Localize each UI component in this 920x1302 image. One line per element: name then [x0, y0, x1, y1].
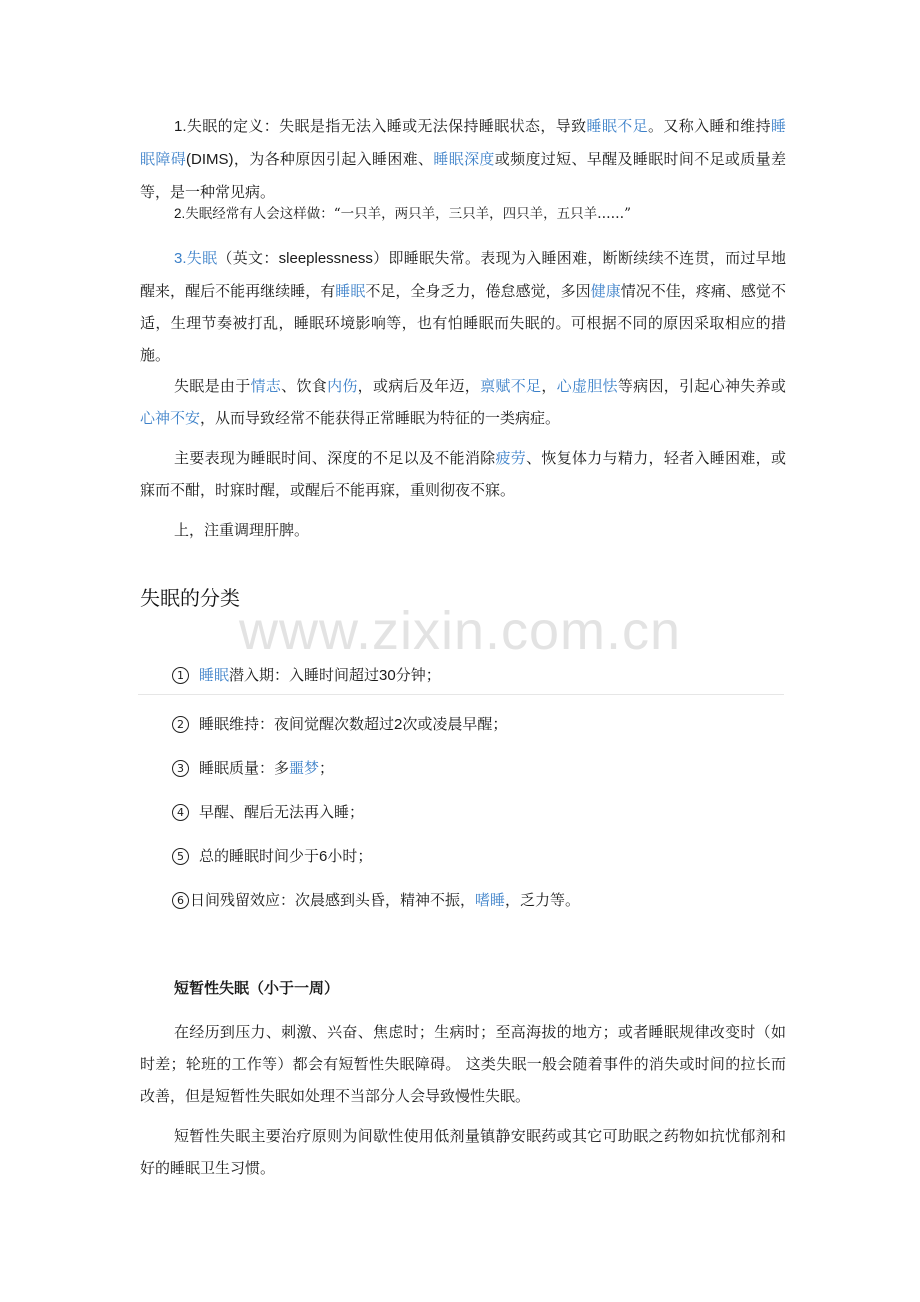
- link-emotions[interactable]: 情志: [250, 377, 282, 395]
- text-run: ）即睡眠失常。表现为入睡困难，断断续续不连贯，而过早地醒来，醒后不能再继续睡，有: [140, 249, 786, 300]
- paragraph-treatment: 短暂性失眠主要治疗原则为间歇性使用低剂量镇静安眠药或其它可助眠之药物如抗忧郁剂和好的睡眠卫生习惯。: [140, 1127, 786, 1177]
- text-run: 失眠是由于: [174, 377, 251, 395]
- circled-number: 1: [172, 667, 189, 684]
- link-heart-deficiency-timidity[interactable]: 心虚胆怯: [556, 377, 618, 395]
- text-run: 睡眠质量：多: [199, 759, 290, 777]
- text-run: ，乏力等。: [505, 891, 581, 909]
- text-run: 潜入期：入睡时间超过: [229, 666, 380, 684]
- list-item: [172, 756, 782, 780]
- paragraph-sleeplessness: [140, 242, 786, 371]
- link-health[interactable]: 健康: [590, 282, 621, 300]
- text-run: 分钟；: [395, 666, 441, 684]
- list-item: [172, 663, 782, 688]
- section-heading: 失眠的分类: [140, 586, 240, 610]
- link-sleep-deficiency[interactable]: 睡眠不足: [586, 117, 648, 135]
- paragraph-tcm-causes: [140, 370, 786, 434]
- text-run: ，: [541, 377, 557, 395]
- link-sleep-depth[interactable]: 睡眠深度: [433, 150, 495, 168]
- list-item: [172, 844, 782, 869]
- watermark: www.zixin.com.cn: [238, 601, 682, 661]
- text-run: 1.: [174, 118, 187, 135]
- text-run: 不足，全身乏力，倦怠感觉，多因: [365, 282, 591, 300]
- paragraph-fragment: 上，注重调理肝脾。: [174, 521, 310, 539]
- text-run: 2.: [174, 206, 186, 221]
- text-run: 情况不佳，疼痛、感觉不适，生理节奏被打乱，睡眠环境影响等，也有怕睡眠而失眠的。可根据不同的原因采取相应的措施。: [140, 282, 786, 364]
- paragraph-transient-insomnia: 在经历到压力、刺激、兴奋、焦虑时；生病时；至高海拔的地方；或者睡眠规律改变时（如时差；轮班的工作等）都会有短暂性失眠障碍。 这类失眠一般会随着事件的消失或时间的拉长而改善，但是短暂性失眠如处理不当部分人会导致慢性失眠。: [140, 1023, 786, 1105]
- link-constitution-deficiency[interactable]: 禀赋不足: [480, 377, 542, 395]
- text-run: 或频度过短、早醒及睡眠时间不足或质量差等，是一种常见病。: [140, 150, 786, 201]
- text-run: 失眠经常有人会这样做：“一只羊，两只羊，三只羊，四只羊，五只羊……”: [185, 206, 632, 222]
- text-run: ，从而导致经常不能获得正常睡眠为特征的一类病症。: [200, 409, 561, 427]
- list-item: [172, 888, 782, 912]
- text-run: (DIMS): [186, 151, 234, 168]
- text-run: 次或凌晨早醒；: [402, 715, 508, 733]
- link-somnolence[interactable]: 嗜睡: [475, 891, 506, 909]
- list-item: [172, 800, 782, 824]
- divider: [138, 694, 784, 695]
- text-run: ，或病后及年迈，: [357, 377, 481, 395]
- link-restless-spirit[interactable]: 心神不安: [140, 409, 201, 427]
- link-insomnia[interactable]: 3.失眠: [174, 250, 218, 267]
- text-run: ；: [319, 759, 335, 777]
- text-run: 等病因，引起心神失养或: [617, 377, 786, 395]
- text-run: 30: [379, 667, 396, 684]
- text-run: 日间残留效应：次晨感到头昏，精神不振，: [190, 891, 476, 909]
- circled-number: 5: [172, 848, 189, 865]
- link-sleep-disorder[interactable]: 睡眠障碍: [140, 117, 786, 168]
- text-run: 6: [319, 848, 328, 865]
- text-run: 失眠的定义：失眠是指无法入睡或无法保持睡眠状态，导致: [186, 117, 587, 135]
- circled-number: 6: [172, 892, 189, 909]
- link-sleep[interactable]: 睡眠: [335, 282, 366, 300]
- text-run: 。又称入睡和维持: [648, 117, 771, 135]
- text-run: ，为各种原因引起入睡困难、: [233, 150, 434, 168]
- text-run: 主要表现为睡眠时间、深度的不足以及不能消除: [174, 449, 496, 467]
- link-fatigue[interactable]: 疲劳: [495, 449, 527, 467]
- paragraph-symptoms: [140, 442, 786, 506]
- text-run: 总的睡眠时间少于: [199, 847, 320, 865]
- circled-number: 2: [172, 716, 189, 733]
- text-run: 2: [394, 716, 403, 733]
- paragraph-counting-sheep: [140, 198, 786, 230]
- text-run: sleeplessness: [278, 250, 373, 267]
- circled-number: 4: [172, 804, 189, 821]
- text-run: 早醒、醒后无法再入睡；: [199, 803, 365, 821]
- link-sleep[interactable]: 睡眠: [199, 666, 230, 684]
- circled-number: 3: [172, 760, 189, 777]
- subsection-heading: 短暂性失眠（小于一周）: [174, 979, 340, 997]
- list-item: [172, 712, 782, 737]
- paragraph-definition: [140, 110, 786, 208]
- link-nightmare[interactable]: 噩梦: [289, 759, 320, 777]
- text-run: 、恢复体力与精力，轻者入睡困难，或寐而不酣，时寐时醒，或醒后不能再寐，重则彻夜不寐。: [140, 449, 786, 499]
- text-run: 睡眠维持：夜间觉醒次数超过: [199, 715, 395, 733]
- text-run: （英文：: [217, 249, 279, 267]
- link-internal-injury[interactable]: 内伤: [327, 377, 358, 395]
- text-run: 小时；: [327, 847, 373, 865]
- text-run: 、饮食: [281, 377, 328, 395]
